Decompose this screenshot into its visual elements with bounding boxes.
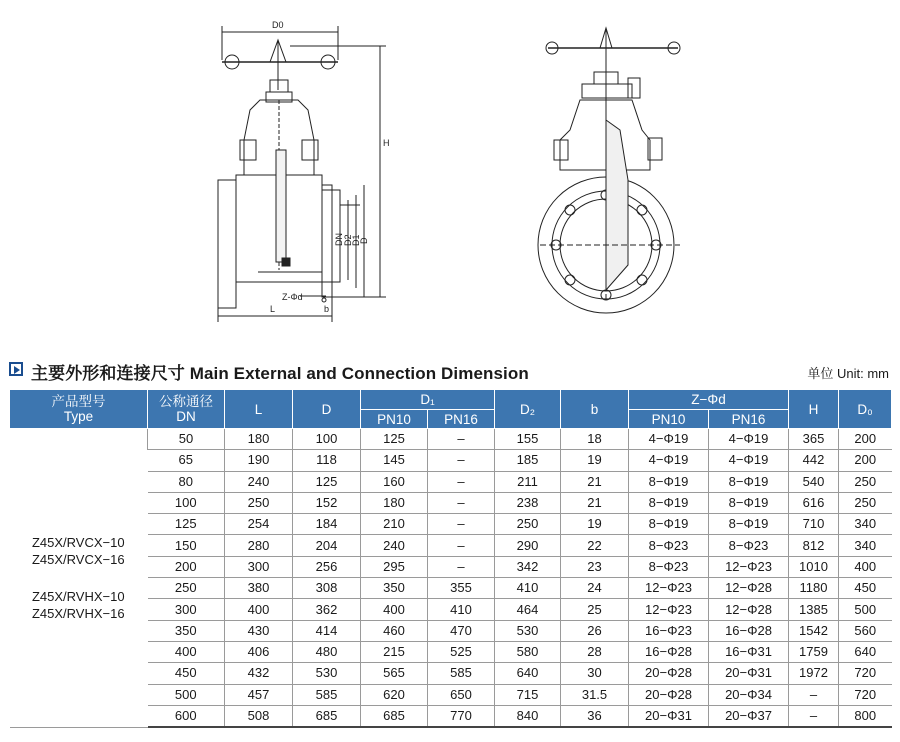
header-l: L xyxy=(225,390,293,429)
cell-h: 616 xyxy=(789,492,839,513)
header-zd: Z−Φd xyxy=(629,390,789,410)
cell-d: 118 xyxy=(293,450,361,471)
cell-zd-pn10: 12−Φ23 xyxy=(629,578,709,599)
cell-d2: 342 xyxy=(495,556,561,577)
cell-dn: 400 xyxy=(148,641,225,662)
cell-dn: 200 xyxy=(148,556,225,577)
cell-d0: 200 xyxy=(839,429,892,450)
cell-d1-pn16: 770 xyxy=(428,705,495,727)
cell-zd-pn10: 16−Φ28 xyxy=(629,641,709,662)
cell-l: 406 xyxy=(225,641,293,662)
cell-zd-pn10: 8−Φ19 xyxy=(629,492,709,513)
cell-zd-pn16: 8−Φ19 xyxy=(709,514,789,535)
cell-dn: 250 xyxy=(148,578,225,599)
cell-b: 19 xyxy=(561,450,629,471)
cell-d1-pn10: 620 xyxy=(361,684,428,705)
cell-l: 457 xyxy=(225,684,293,705)
cell-d2: 640 xyxy=(495,663,561,684)
cell-d1-pn16: – xyxy=(428,514,495,535)
cell-dn: 500 xyxy=(148,684,225,705)
header-d1-pn10: PN10 xyxy=(361,410,428,429)
cell-zd-pn10: 4−Φ19 xyxy=(629,429,709,450)
header-zd-pn16: PN16 xyxy=(709,410,789,429)
cell-d2: 840 xyxy=(495,705,561,727)
cell-l: 250 xyxy=(225,492,293,513)
cell-b: 21 xyxy=(561,471,629,492)
cell-zd-pn16: 8−Φ23 xyxy=(709,535,789,556)
cell-d1-pn10: 295 xyxy=(361,556,428,577)
cell-zd-pn16: 12−Φ28 xyxy=(709,599,789,620)
cell-b: 23 xyxy=(561,556,629,577)
cell-l: 240 xyxy=(225,471,293,492)
cell-d: 530 xyxy=(293,663,361,684)
cell-d2: 238 xyxy=(495,492,561,513)
cell-d0: 560 xyxy=(839,620,892,641)
cell-d: 256 xyxy=(293,556,361,577)
table-header-row xyxy=(10,390,892,410)
cell-h: 1542 xyxy=(789,620,839,641)
valve-side-view-drawing xyxy=(530,0,695,330)
cell-h: – xyxy=(789,705,839,727)
cell-dn: 350 xyxy=(148,620,225,641)
cell-d2: 580 xyxy=(495,641,561,662)
cell-d0: 450 xyxy=(839,578,892,599)
cell-d2: 715 xyxy=(495,684,561,705)
cell-d2: 464 xyxy=(495,599,561,620)
cell-d1-pn16: 410 xyxy=(428,599,495,620)
cell-d0: 720 xyxy=(839,684,892,705)
cell-d1-pn16: – xyxy=(428,535,495,556)
cell-zd-pn16: 16−Φ28 xyxy=(709,620,789,641)
table-body xyxy=(10,429,892,728)
cell-dn: 150 xyxy=(148,535,225,556)
cell-b: 25 xyxy=(561,599,629,620)
cell-d0: 640 xyxy=(839,641,892,662)
cell-zd-pn10: 8−Φ19 xyxy=(629,471,709,492)
cell-d2: 290 xyxy=(495,535,561,556)
cell-d1-pn16: 650 xyxy=(428,684,495,705)
cell-l: 430 xyxy=(225,620,293,641)
section-arrow-icon xyxy=(9,362,23,376)
cell-l: 300 xyxy=(225,556,293,577)
header-d1: D₁ xyxy=(361,390,495,410)
label-holes: Z-Φd xyxy=(282,292,303,302)
cell-d1-pn10: 145 xyxy=(361,450,428,471)
header-h: H xyxy=(789,390,839,429)
label-d2: D2 xyxy=(343,234,353,246)
valve-side-svg xyxy=(530,0,695,330)
cell-d0: 250 xyxy=(839,471,892,492)
cell-h: 710 xyxy=(789,514,839,535)
cell-h: 1972 xyxy=(789,663,839,684)
cell-l: 400 xyxy=(225,599,293,620)
cell-l: 280 xyxy=(225,535,293,556)
cell-b: 28 xyxy=(561,641,629,662)
cell-zd-pn16: 12−Φ28 xyxy=(709,578,789,599)
cell-d: 362 xyxy=(293,599,361,620)
cell-zd-pn10: 20−Φ31 xyxy=(629,705,709,727)
cell-d1-pn16: – xyxy=(428,556,495,577)
cell-d1-pn10: 160 xyxy=(361,471,428,492)
cell-d: 585 xyxy=(293,684,361,705)
header-type-cn: 产品型号 xyxy=(51,394,106,409)
cell-d1-pn10: 240 xyxy=(361,535,428,556)
cell-zd-pn10: 8−Φ23 xyxy=(629,556,709,577)
cell-d1-pn10: 565 xyxy=(361,663,428,684)
cell-d1-pn10: 125 xyxy=(361,429,428,450)
cell-d1-pn10: 210 xyxy=(361,514,428,535)
cell-dn: 300 xyxy=(148,599,225,620)
dimension-table xyxy=(9,389,892,728)
cell-d: 100 xyxy=(293,429,361,450)
cell-d1-pn10: 685 xyxy=(361,705,428,727)
label-d1: D1 xyxy=(351,234,361,246)
cell-d0: 200 xyxy=(839,450,892,471)
cell-l: 380 xyxy=(225,578,293,599)
header-dn-cn: 公称通径 xyxy=(159,394,213,409)
unit-label: 单位 Unit: mm xyxy=(807,366,889,381)
header-dn-en: DN xyxy=(176,409,196,424)
cell-d1-pn10: 350 xyxy=(361,578,428,599)
cell-zd-pn10: 4−Φ19 xyxy=(629,450,709,471)
cell-d2: 530 xyxy=(495,620,561,641)
cell-dn: 450 xyxy=(148,663,225,684)
table-row xyxy=(10,429,892,450)
type-name: Z45X/RVCX−10 xyxy=(31,534,125,550)
section-heading xyxy=(9,358,891,382)
cell-zd-pn10: 16−Φ23 xyxy=(629,620,709,641)
label-l: L xyxy=(270,304,276,314)
label-dn: DN xyxy=(334,233,344,246)
cell-h: 1385 xyxy=(789,599,839,620)
type-group-rvhx xyxy=(10,588,148,622)
cell-zd-pn16: 20−Φ31 xyxy=(709,663,789,684)
cell-b: 26 xyxy=(561,620,629,641)
cell-dn: 600 xyxy=(148,705,225,727)
cell-dn: 80 xyxy=(148,471,225,492)
cell-d2: 410 xyxy=(495,578,561,599)
cell-d1-pn10: 180 xyxy=(361,492,428,513)
cell-d1-pn16: 355 xyxy=(428,578,495,599)
label-d: D xyxy=(359,237,369,244)
type-name: Z45X/RVHX−16 xyxy=(31,605,125,621)
cell-d: 308 xyxy=(293,578,361,599)
cell-zd-pn16: 12−Φ23 xyxy=(709,556,789,577)
cell-d1-pn16: – xyxy=(428,429,495,450)
cell-h: 540 xyxy=(789,471,839,492)
cell-dn: 100 xyxy=(148,492,225,513)
label-d0: D0 xyxy=(272,20,284,30)
cell-b: 30 xyxy=(561,663,629,684)
cell-h: – xyxy=(789,684,839,705)
valve-front-section-drawing xyxy=(200,0,410,330)
cell-zd-pn10: 8−Φ23 xyxy=(629,535,709,556)
cell-dn: 65 xyxy=(148,450,225,471)
cell-l: 508 xyxy=(225,705,293,727)
header-d1-pn16: PN16 xyxy=(428,410,495,429)
cell-h: 1759 xyxy=(789,641,839,662)
header-d2: D₂ xyxy=(495,390,561,429)
cell-dn: 125 xyxy=(148,514,225,535)
cell-b: 36 xyxy=(561,705,629,727)
cell-zd-pn16: 20−Φ37 xyxy=(709,705,789,727)
cell-zd-pn16: 8−Φ19 xyxy=(709,471,789,492)
section-title: 主要外形和连接尺寸 Main External and Connection Dimension xyxy=(31,364,529,383)
cell-zd-pn10: 12−Φ23 xyxy=(629,599,709,620)
cell-d1-pn16: – xyxy=(428,492,495,513)
cell-b: 21 xyxy=(561,492,629,513)
cell-b: 18 xyxy=(561,429,629,450)
cell-b: 31.5 xyxy=(561,684,629,705)
header-d0: D₀ xyxy=(839,390,892,429)
cell-zd-pn16: 4−Φ19 xyxy=(709,429,789,450)
header-type-en: Type xyxy=(63,409,94,424)
cell-d0: 500 xyxy=(839,599,892,620)
cell-zd-pn16: 16−Φ31 xyxy=(709,641,789,662)
cell-zd-pn16: 4−Φ19 xyxy=(709,450,789,471)
cell-zd-pn10: 20−Φ28 xyxy=(629,684,709,705)
cell-h: 812 xyxy=(789,535,839,556)
cell-d: 125 xyxy=(293,471,361,492)
cell-d2: 155 xyxy=(495,429,561,450)
cell-b: 24 xyxy=(561,578,629,599)
cell-l: 254 xyxy=(225,514,293,535)
header-zd-pn10: PN10 xyxy=(629,410,709,429)
cell-d1-pn16: 585 xyxy=(428,663,495,684)
cell-d1-pn16: 470 xyxy=(428,620,495,641)
type-name: Z45X/RVCX−16 xyxy=(31,551,125,567)
type-cell xyxy=(10,429,148,728)
label-h: H xyxy=(383,138,390,148)
cell-d0: 400 xyxy=(839,556,892,577)
header-b: b xyxy=(561,390,629,429)
cell-d: 184 xyxy=(293,514,361,535)
cell-d0: 720 xyxy=(839,663,892,684)
cell-d: 152 xyxy=(293,492,361,513)
cell-d0: 250 xyxy=(839,492,892,513)
cell-d2: 185 xyxy=(495,450,561,471)
header-dn xyxy=(148,390,225,429)
cell-l: 190 xyxy=(225,450,293,471)
type-gap xyxy=(10,568,148,588)
cell-d1-pn10: 400 xyxy=(361,599,428,620)
cell-b: 22 xyxy=(561,535,629,556)
cell-zd-pn16: 8−Φ19 xyxy=(709,492,789,513)
cell-d2: 211 xyxy=(495,471,561,492)
cell-d0: 340 xyxy=(839,535,892,556)
cell-d1-pn16: – xyxy=(428,450,495,471)
cell-d0: 340 xyxy=(839,514,892,535)
cell-h: 365 xyxy=(789,429,839,450)
cell-d: 480 xyxy=(293,641,361,662)
cell-d: 685 xyxy=(293,705,361,727)
valve-front-svg xyxy=(200,0,410,330)
cell-d: 204 xyxy=(293,535,361,556)
cell-zd-pn10: 20−Φ28 xyxy=(629,663,709,684)
cell-h: 442 xyxy=(789,450,839,471)
cell-d: 414 xyxy=(293,620,361,641)
cell-d1-pn10: 215 xyxy=(361,641,428,662)
cell-d2: 250 xyxy=(495,514,561,535)
cell-l: 432 xyxy=(225,663,293,684)
header-type xyxy=(10,390,148,429)
cell-b: 19 xyxy=(561,514,629,535)
label-b: b xyxy=(324,304,330,314)
cell-dn: 50 xyxy=(148,429,225,450)
header-d: D xyxy=(293,390,361,429)
cell-zd-pn16: 20−Φ34 xyxy=(709,684,789,705)
cell-d1-pn10: 460 xyxy=(361,620,428,641)
cell-d0: 800 xyxy=(839,705,892,727)
cell-d1-pn16: – xyxy=(428,471,495,492)
cell-d1-pn16: 525 xyxy=(428,641,495,662)
cell-zd-pn10: 8−Φ19 xyxy=(629,514,709,535)
type-group-rvcx xyxy=(10,534,148,568)
cell-h: 1180 xyxy=(789,578,839,599)
type-name: Z45X/RVHX−10 xyxy=(31,588,125,604)
cell-l: 180 xyxy=(225,429,293,450)
cell-h: 1010 xyxy=(789,556,839,577)
